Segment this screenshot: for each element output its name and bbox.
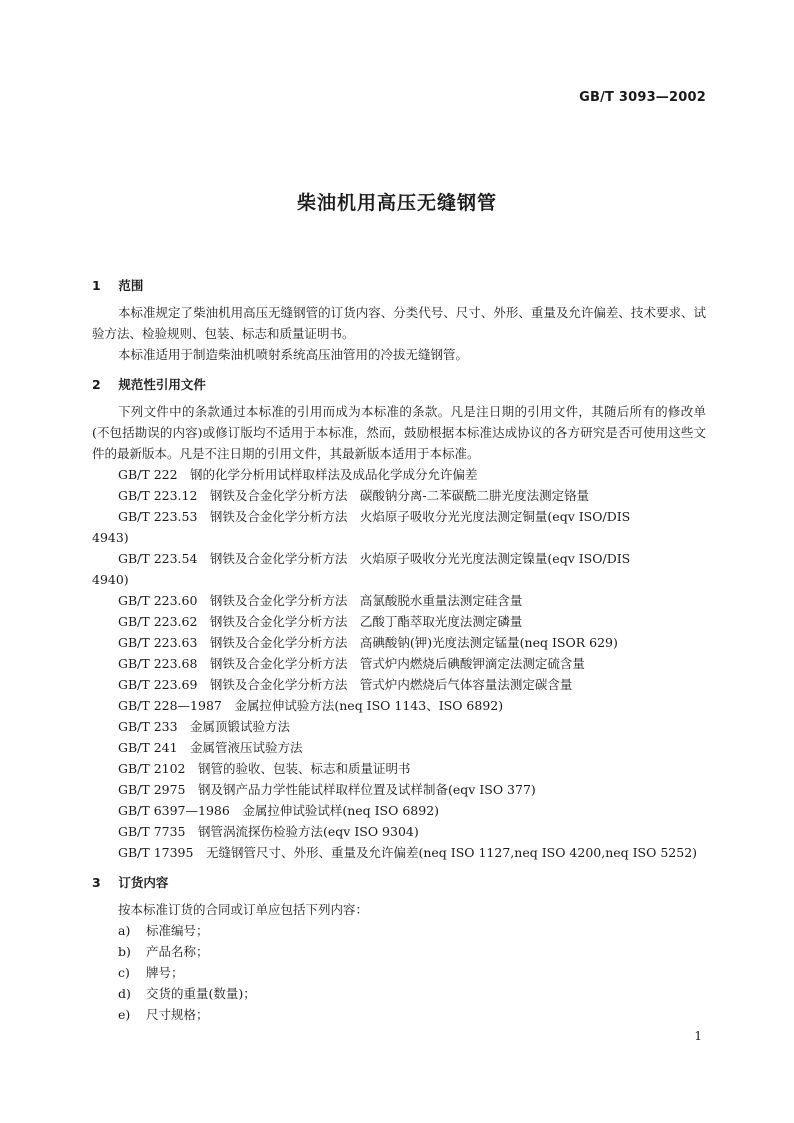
- list-item: [92, 983, 706, 1004]
- reference-item: GB/T 222 钢的化学分析用试样取样法及成品化学成分允许偏差: [118, 467, 478, 482]
- section-title: 范围: [118, 278, 144, 293]
- reference-item: GB/T 233 金属顶锻试验方法: [118, 719, 291, 734]
- list-item: [92, 962, 706, 983]
- reference-item: GB/T 223.60 钢铁及合金化学分析方法 高氯酸脱水重量法测定硅含量: [118, 593, 523, 608]
- reference-item: GB/T 241 金属管液压试验方法: [118, 740, 303, 755]
- reference-item-continuation: 4943): [92, 530, 129, 545]
- list-item: [92, 1004, 706, 1025]
- page-number: 1: [694, 1029, 702, 1043]
- list-text: 交货的重量(数量)；: [146, 986, 256, 1001]
- section-heading-normative-references: [92, 374, 706, 395]
- reference-item: GB/T 223.63 钢铁及合金化学分析方法 高碘酸钠(钾)光度法测定锰量(neq ISOR 629): [118, 635, 618, 650]
- reference-item: GB/T 228—1987 金属拉伸试验方法(neq ISO 1143、ISO 6892): [118, 698, 504, 713]
- reference-item: GB/T 7735 钢管涡流探伤检验方法(eqv ISO 9304): [118, 824, 419, 839]
- document-title: 柴油机用高压无缝钢管: [296, 192, 497, 214]
- list-text: 产品名称；: [146, 944, 209, 959]
- section-number: 1: [92, 278, 101, 293]
- list-text: 尺寸规格；: [146, 1007, 209, 1022]
- list-marker: e): [118, 1007, 131, 1022]
- list-text: 标准编号；: [146, 923, 209, 938]
- section-heading-scope: [92, 275, 706, 296]
- document-body: [92, 266, 706, 1025]
- paragraph: 下列文件中的条款通过本标准的引用而成为本标准的条款。凡是注日期的引用文件，其随后所有的修改单(不包括勘误的内容)或修订版均不适用于本标准，然而，鼓励根据本标准达成协议的各方研究是否可使用这些文件的最新版本。凡是不注日期的引用文件，其最新版本适用于本标准。: [92, 404, 706, 461]
- reference-item: GB/T 223.68 钢铁及合金化学分析方法 管式炉内燃烧后碘酸钾滴定法测定硫含量: [118, 656, 585, 671]
- reference-item: GB/T 2975 钢及钢产品力学性能试样取样位置及试样制备(eqv ISO 377): [118, 782, 536, 797]
- paragraph: 本标准适用于制造柴油机喷射系统高压油管用的冷拔无缝钢管。: [118, 347, 469, 362]
- reference-item: GB/T 223.62 钢铁及合金化学分析方法 乙酸丁酯萃取光度法测定磷量: [118, 614, 523, 629]
- section-title: 订货内容: [118, 875, 169, 890]
- reference-item: GB/T 6397—1986 金属拉伸试验试样(neq ISO 6892): [118, 803, 440, 818]
- list-marker: a): [118, 923, 131, 938]
- paragraph: 本标准规定了柴油机用高压无缝钢管的订货内容、分类代号、尺寸、外形、重量及允许偏差、技术要求、试验方法、检验规则、包装、标志和质量证明书。: [92, 305, 706, 341]
- list-marker: b): [118, 944, 131, 959]
- reference-item: GB/T 2102 钢管的验收、包装、标志和质量证明书: [118, 761, 411, 776]
- paragraph: 按本标准订货的合同或订单应包括下列内容：: [118, 902, 369, 917]
- section-number: 3: [92, 875, 101, 890]
- standard-code: GB/T 3093—2002: [579, 90, 706, 105]
- reference-item: GB/T 223.54 钢铁及合金化学分析方法 火焰原子吸收分光光度法测定镍量(eqv ISO/DIS: [118, 551, 631, 566]
- section-title: 规范性引用文件: [118, 377, 206, 392]
- list-text: 牌号；: [146, 965, 184, 980]
- reference-item: GB/T 17395 无缝钢管尺寸、外形、重量及允许偏差(neq ISO 1127,neq ISO 4200,neq ISO 5252): [118, 845, 698, 860]
- list-item: [92, 920, 706, 941]
- list-marker: d): [118, 986, 131, 1001]
- reference-item: GB/T 223.53 钢铁及合金化学分析方法 火焰原子吸收分光光度法测定铜量(eqv ISO/DIS: [118, 509, 631, 524]
- list-marker: c): [118, 965, 130, 980]
- section-heading-order-content: [92, 872, 706, 893]
- section-number: 2: [92, 377, 101, 392]
- reference-item: GB/T 223.69 钢铁及合金化学分析方法 管式炉内燃烧后气体容量法测定碳含量: [118, 677, 573, 692]
- list-item: [92, 941, 706, 962]
- reference-item: GB/T 223.12 钢铁及合金化学分析方法 碳酸钠分离-二苯碳酰二肼光度法测定铬量: [118, 488, 590, 503]
- reference-item-continuation: 4940): [92, 572, 129, 587]
